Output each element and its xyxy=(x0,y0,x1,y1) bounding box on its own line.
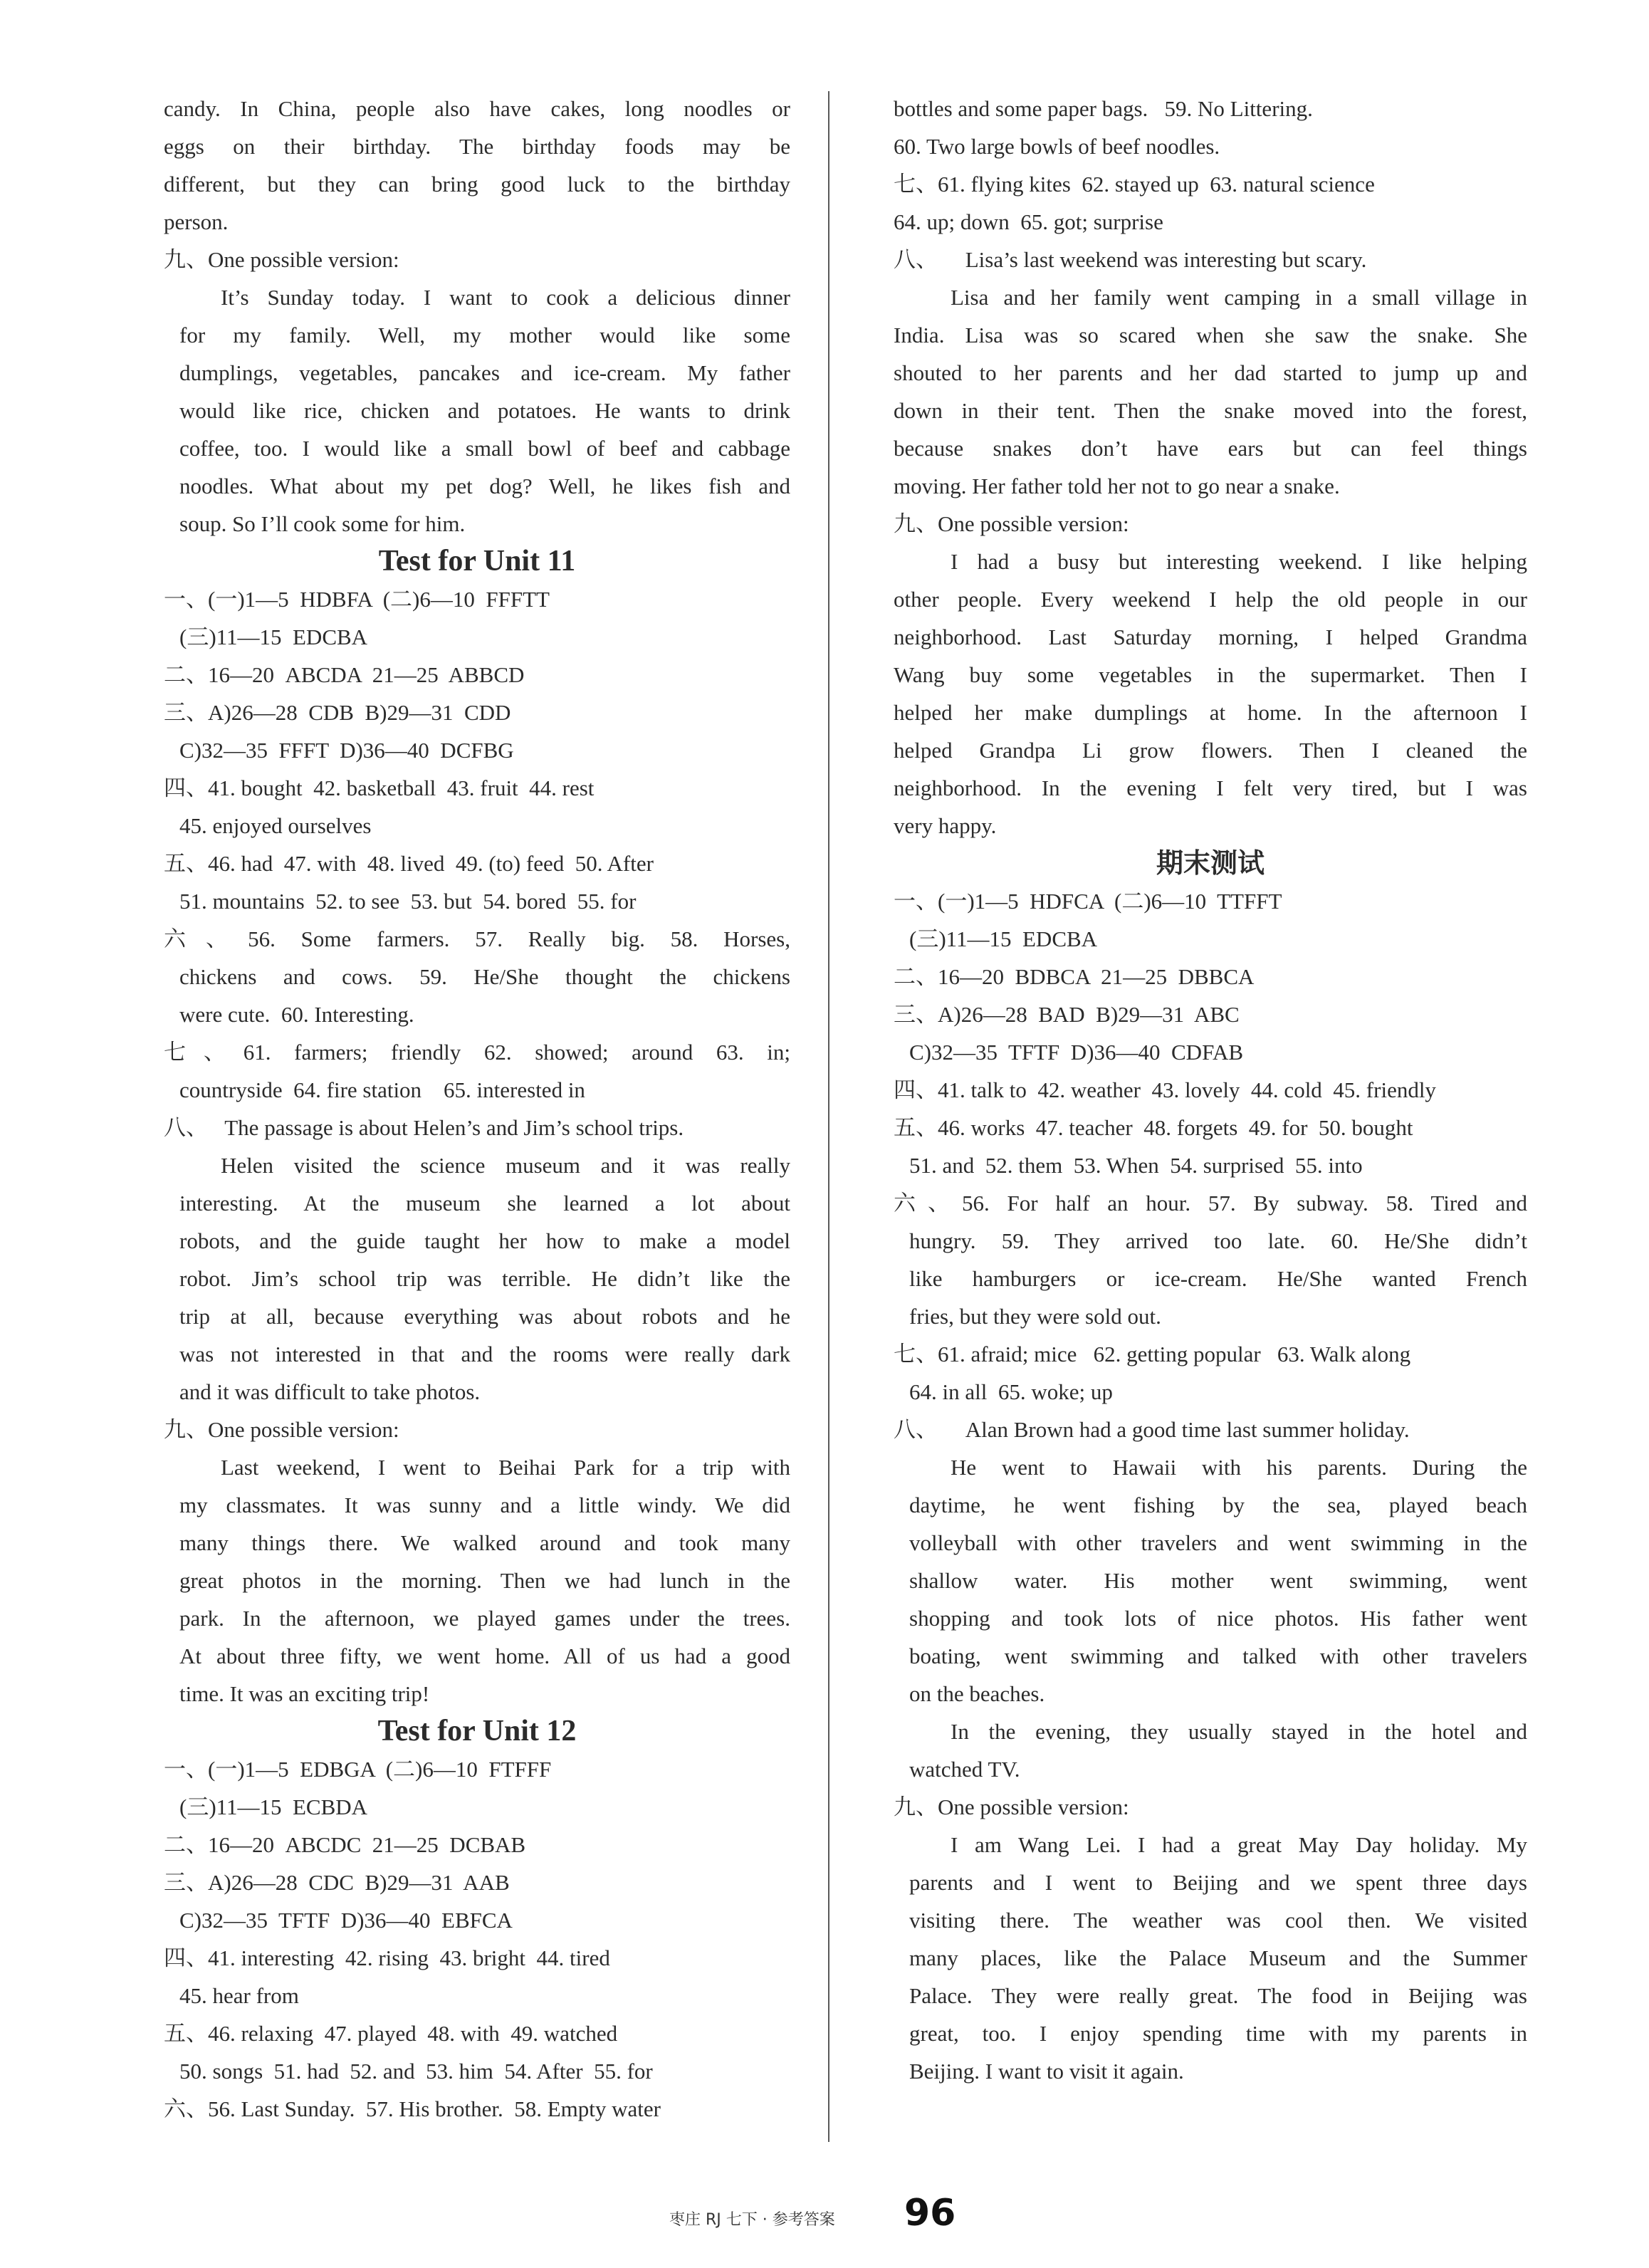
answer-line: shopping and took lots of nice photos. His father went xyxy=(909,1606,1527,1631)
answer-line: Palace. They were really great. The food in Beijing was xyxy=(909,1983,1527,2008)
answer-line: would like rice, chicken and potatoes. He wants to drink xyxy=(179,398,790,423)
answer-line: person. xyxy=(164,209,229,234)
answer-line: on the beaches. xyxy=(909,1681,1045,1706)
answer-line: time. It was an exciting trip! xyxy=(179,1681,430,1706)
answer-line: great, too. I enjoy spending time with my parents in xyxy=(909,2021,1527,2046)
answer-line: fries, but they were sold out. xyxy=(909,1304,1161,1329)
answer-line: 九、One possible version: xyxy=(894,1794,1129,1819)
answer-line: 51. and 52. them 53. When 54. surprised 55. into xyxy=(909,1153,1363,1178)
answer-line: coffee, too. I would like a small bowl of beef and cabbage xyxy=(179,436,790,461)
answer-line: I had a busy but interesting weekend. I like helping xyxy=(951,549,1527,574)
answer-line: 45. hear from xyxy=(179,1983,299,2008)
left-column xyxy=(164,90,790,2128)
answer-line: 50. songs 51. had 52. and 53. him 54. After 55. for xyxy=(179,2059,653,2084)
answer-line: (三)11—15 EDCBA xyxy=(179,625,368,649)
answer-line: C)32—35 TFTF D)36—40 CDFAB xyxy=(909,1040,1244,1065)
answer-line: interesting. At the museum she learned a lot about xyxy=(179,1191,790,1216)
answer-line: neighborhood. Last Saturday morning, I helped Grandma xyxy=(894,625,1527,649)
answer-line: Wang buy some vegetables in the supermarket. Then I xyxy=(894,662,1527,687)
right-column xyxy=(894,90,1527,2090)
answer-line: dumplings, vegetables, pancakes and ice-cream. My father xyxy=(179,360,790,385)
answer-line: like hamburgers or ice-cream. He/She wanted French xyxy=(909,1266,1527,1291)
answer-line: candy. In China, people also have cakes, long noodles or xyxy=(164,96,790,121)
answer-line: my classmates. It was sunny and a little windy. We did xyxy=(179,1493,790,1517)
answer-line: trip at all, because everything was about robots and he xyxy=(179,1304,790,1329)
answer-line: moving. Her father told her not to go near a snake. xyxy=(894,474,1340,498)
answer-line: shouted to her parents and her dad started to jump up and xyxy=(894,360,1527,385)
answer-line: C)32—35 TFTF D)36—40 EBFCA xyxy=(179,1908,513,1933)
answer-line: 六、56. Last Sunday. 57. His brother. 58. Empty water xyxy=(164,2096,661,2121)
answer-line: (三)11—15 ECBDA xyxy=(179,1794,368,1819)
answer-line: helped Grandpa Li grow flowers. Then I cleaned the xyxy=(894,738,1527,763)
answer-line: many things there. We walked around and took many xyxy=(179,1530,790,1555)
answer-line: park. In the afternoon, we played games under the trees. xyxy=(179,1606,790,1631)
answer-line: (三)11—15 EDCBA xyxy=(909,926,1098,951)
answer-line: 七、61. afraid; mice 62. getting popular 63. Walk along xyxy=(894,1342,1411,1366)
column-divider xyxy=(828,91,829,2142)
answer-line: 51. mountains 52. to see 53. but 54. bored 55. for xyxy=(179,889,637,914)
answer-line: eggs on their birthday. The birthday foods may be xyxy=(164,134,790,159)
answer-line: and it was difficult to take photos. xyxy=(179,1379,481,1404)
answer-line: 45. enjoyed ourselves xyxy=(179,813,372,838)
answer-line: Lisa and her family went camping in a small village in xyxy=(951,285,1527,310)
answer-line: shallow water. His mother went swimming, went xyxy=(909,1568,1527,1593)
answer-line: Beijing. I want to visit it again. xyxy=(909,2059,1184,2084)
answer-line: volleyball with other travelers and went swimming in the xyxy=(909,1530,1527,1555)
answer-line: were cute. 60. Interesting. xyxy=(179,1002,414,1027)
answer-line: bottles and some paper bags. 59. No Littering. xyxy=(894,96,1313,121)
answer-line: 六、56. For half an hour. 57. By subway. 58. Tired and xyxy=(894,1191,1527,1216)
answer-line: I am Wang Lei. I had a great May Day holiday. My xyxy=(951,1832,1527,1857)
answer-line: Last weekend, I went to Beihai Park for a trip with xyxy=(221,1455,790,1480)
answer-line: C)32—35 FFFT D)36—40 DCFBG xyxy=(179,738,514,763)
answer-line: Helen visited the science museum and it was really xyxy=(221,1153,790,1178)
answer-line: He went to Hawaii with his parents. During the xyxy=(951,1455,1527,1480)
answer-line: 九、One possible version: xyxy=(894,511,1129,536)
answer-line: robot. Jim’s school trip was terrible. He didn’t like the xyxy=(179,1266,790,1291)
answer-line: At about three fifty, we went home. All of us had a good xyxy=(179,1643,790,1668)
section-heading: 期末测试 xyxy=(1156,847,1265,879)
answer-line: 一、(一)1—5 EDBGA (二)6—10 FTFFF xyxy=(164,1757,552,1782)
answer-line: 三、A)26—28 CDC B)29—31 AAB xyxy=(164,1870,510,1895)
answer-line: countryside 64. fire station 65. interested in xyxy=(179,1077,585,1102)
answer-line: daytime, he went fishing by the sea, played beach xyxy=(909,1493,1527,1517)
answer-line: because snakes don’t have ears but can feel things xyxy=(894,436,1527,461)
answer-line: visiting there. The weather was cool then. We visited xyxy=(909,1908,1527,1933)
answer-line: 二、16—20 BDBCA 21—25 DBBCA xyxy=(894,964,1255,989)
answer-line: noodles. What about my pet dog? Well, he likes fish and xyxy=(179,474,790,498)
answer-line: 八、 The passage is about Helen’s and Jim’s school trips. xyxy=(164,1115,684,1140)
answer-line: India. Lisa was so scared when she saw the snake. She xyxy=(894,323,1527,347)
answer-line: 六、56. Some farmers. 57. Really big. 58. Horses, xyxy=(164,926,790,951)
answer-line: 四、41. interesting 42. rising 43. bright 44. tired xyxy=(164,1945,610,1970)
answer-line: helped her make dumplings at home. In the afternoon I xyxy=(894,700,1527,725)
answer-line: 60. Two large bowls of beef noodles. xyxy=(894,134,1220,159)
answer-line: 三、A)26—28 BAD B)29—31 ABC xyxy=(894,1002,1240,1027)
footer-tag: 枣庄 RJ 七下 · 参考答案 xyxy=(669,2211,835,2229)
answer-line: 四、41. talk to 42. weather 43. lovely 44. cold 45. friendly xyxy=(894,1077,1436,1102)
answer-line: 七、61. flying kites 62. stayed up 63. natural science xyxy=(894,172,1375,197)
answer-line: soup. So I’ll cook some for him. xyxy=(179,511,466,536)
answer-line: neighborhood. In the evening I felt very tired, but I was xyxy=(894,775,1527,800)
answer-line: 九、One possible version: xyxy=(164,247,399,272)
answer-line: 八、 Lisa’s last weekend was interesting but scary. xyxy=(894,247,1367,272)
answer-line: parents and I went to Beijing and we spent three days xyxy=(909,1870,1527,1895)
section-heading: Test for Unit 11 xyxy=(378,545,576,578)
answer-line: 一、(一)1—5 HDFCA (二)6—10 TTFFT xyxy=(894,889,1282,914)
answer-line: down in their tent. Then the snake moved into the forest, xyxy=(894,398,1527,423)
answer-line: In the evening, they usually stayed in the hotel and xyxy=(951,1719,1527,1744)
page-number: 96 xyxy=(904,2192,956,2235)
answer-line: It’s Sunday today. I want to cook a delicious dinner xyxy=(221,285,790,310)
answer-line: 七、61. farmers; friendly 62. showed; around 63. in; xyxy=(164,1040,790,1065)
answer-line: 五、46. relaxing 47. played 48. with 49. watched xyxy=(164,2021,618,2046)
answer-line: robots, and the guide taught her how to make a model xyxy=(179,1228,790,1253)
answer-line: very happy. xyxy=(894,813,997,838)
answer-line: watched TV. xyxy=(909,1757,1020,1782)
answer-line: 五、46. had 47. with 48. lived 49. (to) feed 50. After xyxy=(164,851,654,876)
answer-line: 三、A)26—28 CDB B)29—31 CDD xyxy=(164,700,511,725)
answer-line: 64. up; down 65. got; surprise xyxy=(894,209,1163,234)
answer-line: chickens and cows. 59. He/She thought the chickens xyxy=(179,964,790,989)
answer-line: great photos in the morning. Then we had lunch in the xyxy=(179,1568,790,1593)
answer-line: 64. in all 65. woke; up xyxy=(909,1379,1113,1404)
answer-line: 二、16—20 ABCDC 21—25 DCBAB xyxy=(164,1832,526,1857)
answer-line: 九、One possible version: xyxy=(164,1417,399,1442)
answer-line: different, but they can bring good luck to the birthday xyxy=(164,172,790,197)
answer-line: other people. Every weekend I help the old people in our xyxy=(894,587,1527,612)
page-footer xyxy=(669,2192,997,2235)
section-heading: Test for Unit 12 xyxy=(377,1715,577,1747)
answer-line: 二、16—20 ABCDA 21—25 ABBCD xyxy=(164,662,525,687)
answer-line: many places, like the Palace Museum and the Summer xyxy=(909,1945,1527,1970)
answer-line: hungry. 59. They arrived too late. 60. He/She didn’t xyxy=(909,1228,1527,1253)
answer-line: 一、(一)1—5 HDBFA (二)6—10 FFFTT xyxy=(164,587,550,612)
answer-line: 四、41. bought 42. basketball 43. fruit 44. rest xyxy=(164,775,595,800)
answer-line: boating, went swimming and talked with other travelers xyxy=(909,1643,1527,1668)
answer-line: 五、46. works 47. teacher 48. forgets 49. for 50. bought xyxy=(894,1115,1413,1140)
answer-line: for my family. Well, my mother would like some xyxy=(179,323,790,347)
answer-line: 八、 Alan Brown had a good time last summer holiday. xyxy=(894,1417,1410,1442)
answer-line: was not interested in that and the rooms were really dark xyxy=(179,1342,790,1366)
